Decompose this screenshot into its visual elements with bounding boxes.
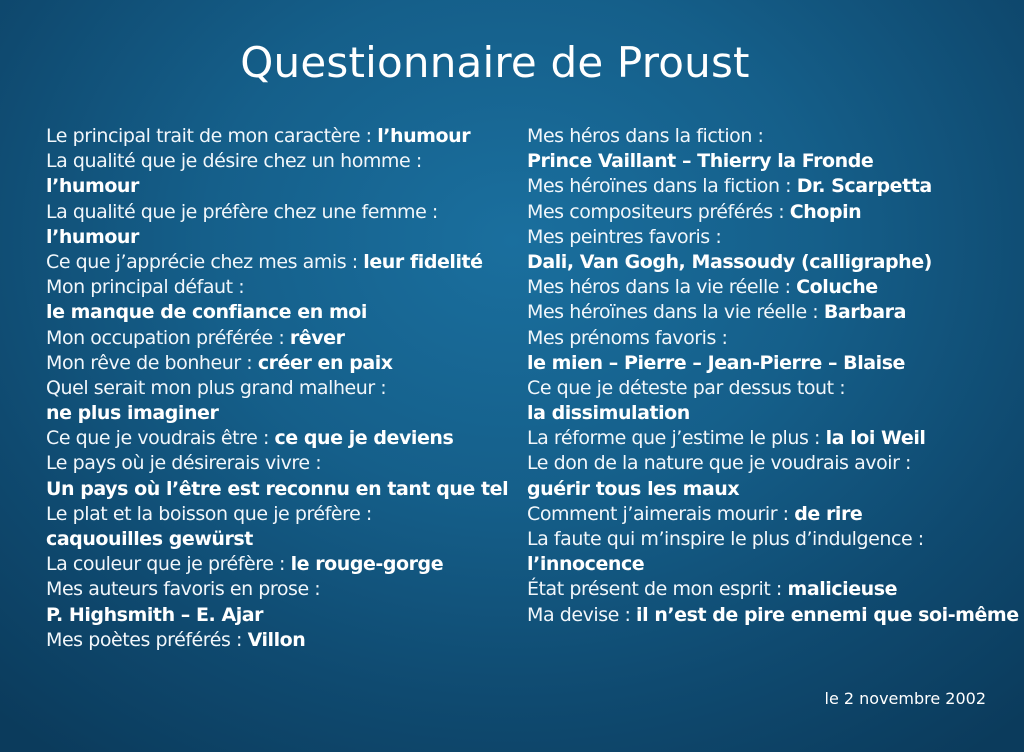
answer-text: la dissimulation	[527, 402, 690, 425]
question-text: Le principal trait de mon caractère :	[46, 125, 378, 147]
questionnaire-line	[527, 426, 1012, 451]
question-text: La faute qui m’inspire le plus d’indulgence :	[527, 528, 924, 550]
questionnaire-line	[527, 477, 1012, 502]
questionnaire-line	[527, 225, 1012, 250]
answer-text: Chopin	[789, 200, 862, 223]
answer-text: malicieuse	[787, 578, 898, 601]
answer-text: l’innocence	[527, 553, 645, 576]
question-text: Mes héroïnes dans la fiction :	[527, 175, 797, 198]
answer-text: Un pays où l’être est reconnu en tant que tel	[46, 477, 509, 500]
date-signature: le 2 novembre 2002	[824, 689, 986, 708]
questionnaire-line	[46, 149, 516, 174]
questionnaire-line	[46, 577, 516, 602]
answer-text: Prince Vaillant – Thierry la Fronde	[527, 150, 874, 173]
answer-text: de rire	[794, 502, 863, 525]
page-title: Questionnaire de Proust	[240, 38, 750, 87]
question-text: Mes peintres favoris :	[527, 225, 722, 248]
questionnaire-line	[527, 527, 1012, 552]
question-text: Ce que j’apprécie chez mes amis :	[46, 250, 364, 273]
question-text: Le plat et la boisson que je préfère :	[46, 502, 372, 525]
questionnaire-line	[527, 200, 1012, 225]
questionnaire-line	[527, 124, 1012, 149]
answer-text: guérir tous les maux	[527, 477, 740, 500]
questionnaire-line	[46, 401, 516, 426]
question-text: La couleur que je préfère :	[46, 553, 291, 576]
questionnaire-line	[46, 603, 516, 628]
questionnaire-line	[46, 124, 516, 149]
answer-text: ne plus imaginer	[46, 402, 219, 425]
questionnaire-line	[46, 477, 516, 502]
question-text: Mes compositeurs préférés :	[527, 200, 790, 223]
questionnaire-line	[46, 275, 516, 300]
answer-text: créer en paix	[257, 351, 393, 374]
questionnaire-line	[46, 250, 516, 275]
question-text: Mon principal défaut :	[46, 276, 245, 299]
answer-text: il n’est de pire ennemi que soi-même	[636, 603, 1019, 626]
questionnaire-line	[46, 174, 516, 199]
answer-text: leur fidelité	[363, 250, 483, 273]
questionnaire-line	[527, 603, 1019, 628]
question-text: Mes prénoms favoris :	[527, 326, 728, 349]
questionnaire-line	[46, 200, 516, 225]
questionnaire-line	[527, 351, 1012, 376]
questionnaire-line	[46, 552, 516, 577]
question-text: La qualité que je désire chez un homme :	[46, 150, 422, 173]
questionnaire-line	[527, 577, 1012, 602]
answer-text: Dali, Van Gogh, Massoudy (calligraphe)	[527, 250, 932, 273]
questionnaire-line	[527, 250, 1012, 275]
questionnaire-line	[46, 527, 516, 552]
answer-text: le mien – Pierre – Jean-Pierre – Blaise	[527, 351, 905, 374]
questionnaire-line	[46, 628, 516, 653]
questionnaire-line	[46, 376, 516, 401]
questionnaire-line	[527, 401, 1012, 426]
questionnaire-line	[527, 552, 1012, 577]
answer-text: le rouge-gorge	[290, 553, 444, 576]
answer-text: rêver	[289, 326, 345, 349]
questionnaire-line	[46, 451, 516, 476]
questionnaire-right-column	[527, 124, 1019, 628]
questionnaire-line	[527, 326, 1012, 351]
question-text: Mes héroïnes dans la vie réelle :	[527, 301, 824, 324]
question-text: Ma devise :	[527, 603, 637, 626]
question-text: Mon rêve de bonheur :	[46, 351, 258, 374]
questionnaire-line	[527, 300, 1012, 325]
answer-text: Coluche	[796, 276, 878, 299]
question-text: La qualité que je préfère chez une femme :	[46, 200, 438, 223]
question-text: Mes auteurs favoris en prose :	[46, 578, 321, 601]
questionnaire-line	[46, 426, 516, 451]
questionnaire-line	[46, 300, 516, 325]
questionnaire-line	[46, 326, 516, 351]
answer-text: ce que je deviens	[274, 427, 454, 450]
questionnaire-line	[527, 149, 1012, 174]
answer-text: l’humour	[377, 125, 471, 147]
answer-text: Barbara	[823, 301, 906, 324]
question-text: La réforme que j’estime le plus :	[527, 427, 826, 450]
answer-text: Dr. Scarpetta	[796, 175, 932, 198]
questionnaire-line	[527, 275, 1012, 300]
question-text: Comment j’aimerais mourir :	[527, 502, 795, 525]
answer-text: P. Highsmith – E. Ajar	[46, 603, 264, 626]
question-text: Ce que je voudrais être :	[46, 427, 275, 450]
question-text: Mes héros dans la fiction :	[527, 125, 764, 147]
questionnaire-line	[527, 376, 1012, 401]
question-text: Mes poètes préférés :	[46, 628, 248, 651]
question-text: Mon occupation préférée :	[46, 326, 290, 349]
answer-text: le manque de confiance en moi	[46, 301, 367, 324]
question-text: Le don de la nature que je voudrais avoir :	[527, 452, 911, 475]
questionnaire-line	[46, 351, 516, 376]
answer-text: caquouilles gewürst	[46, 528, 253, 550]
question-text: Mes héros dans la vie réelle :	[527, 276, 797, 299]
questionnaire-line	[46, 225, 516, 250]
questionnaire-line	[527, 174, 1012, 199]
answer-text: l’humour	[46, 225, 139, 248]
questionnaire-line	[527, 502, 1012, 527]
question-text: Quel serait mon plus grand malheur :	[46, 376, 387, 399]
questionnaire-line	[46, 502, 516, 527]
question-text: Ce que je déteste par dessus tout :	[527, 376, 846, 399]
questionnaire-line	[527, 451, 1012, 476]
questionnaire-left-column	[46, 124, 516, 653]
answer-text: Villon	[247, 628, 306, 651]
answer-text: la loi Weil	[825, 427, 926, 450]
question-text: Le pays où je désirerais vivre :	[46, 452, 322, 475]
question-text: État présent de mon esprit :	[527, 578, 788, 601]
answer-text: l’humour	[46, 175, 139, 198]
